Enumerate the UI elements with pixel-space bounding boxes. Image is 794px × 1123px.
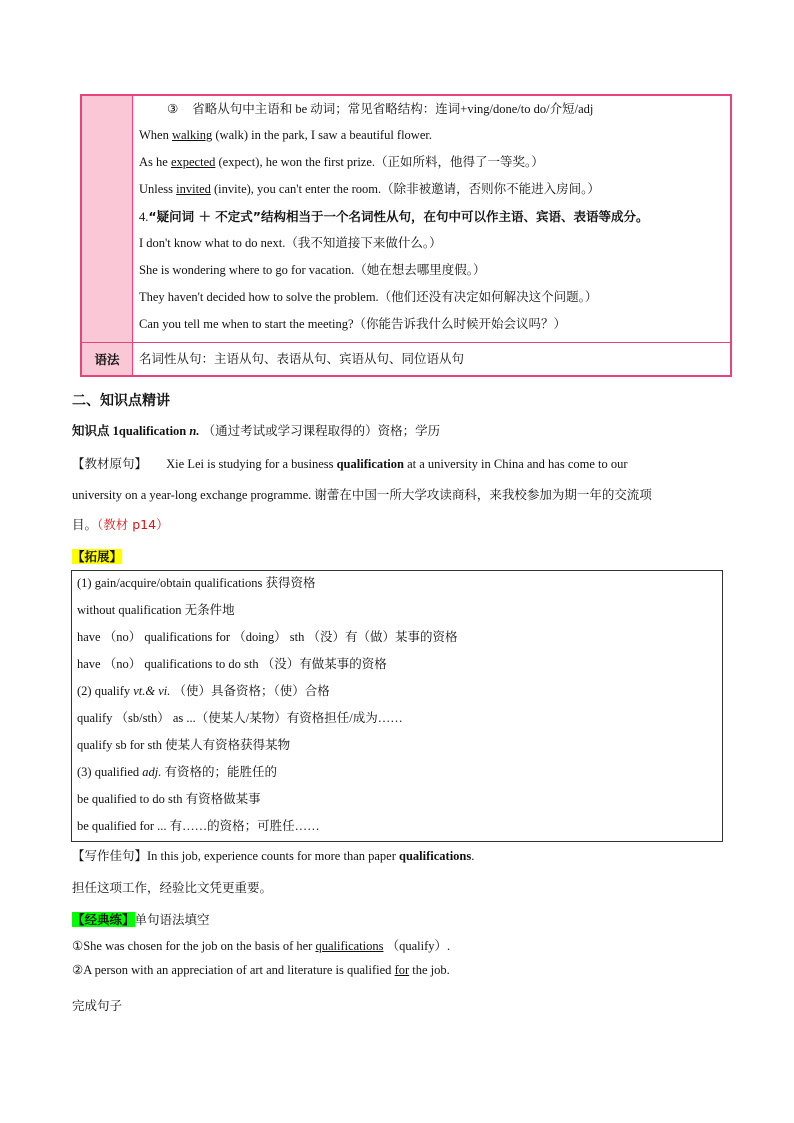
answer-blank: walking [171, 128, 213, 142]
expand-line [77, 788, 717, 815]
expand-text: (1) gain/acquire/obtain qualifications 获得资格 [77, 576, 316, 590]
q1-answer: qualifications [315, 939, 384, 953]
row-text: Can you tell me when to start the meeting?（你能告诉我什么时候开始会议吗？） [139, 317, 567, 331]
expand-box [71, 570, 723, 842]
row-text: 4. [139, 210, 149, 224]
knowledge-point-pos: n. [189, 424, 200, 438]
complete-sentence-heading: 完成句子 [72, 998, 123, 1013]
expand-tag-wrapper [72, 547, 122, 565]
row-text: They haven't decided how to solve the problem.（他们还没有决定如何解决这个问题。） [139, 290, 598, 304]
practice-tag: 【经典练】 [72, 912, 135, 927]
grammar-row [139, 257, 724, 284]
textbook-source: （教材 p14） [97, 517, 169, 532]
writing-end: . [471, 849, 475, 863]
row-text: “疑问词 ＋ 不定式”结构相当于一个名词性从句，在句中可以作主语、宾语、表语等成分。 [148, 209, 649, 224]
textbook-line3-text: 目。 [72, 517, 98, 532]
q2-end: the job. [409, 963, 450, 977]
grammar-row [139, 311, 724, 338]
grammar-row [139, 230, 724, 257]
textbook-sentence-a: Xie Lei is studying for a business [166, 457, 337, 471]
textbook-sentence-line2: university on a year-long exchange programme. 谢蕾在中国一所大学攻读商科，来我校参加为期一年的交流项 [72, 488, 652, 502]
grammar-label: 语法 [81, 343, 133, 377]
answer-blank: expected [170, 155, 216, 169]
row-text: (expect), he won the first prize.（正如所料，他得了一等奖。） [215, 155, 544, 169]
practice-title: 单句语法填空 [134, 912, 210, 927]
expand-text: qualify （sb/sth） as ...（使某人/某物）有资格担任/成为…… [77, 711, 403, 725]
expand-text: have （no） qualifications for （doing） sth （没）有（做）某事的资格 [77, 630, 458, 644]
writing-keyword: qualifications [399, 849, 472, 863]
q1-hint: （qualify）. [383, 939, 451, 953]
knowledge-point-heading [72, 421, 440, 439]
expand-text: be qualified to do sth 有资格做某事 [77, 792, 261, 806]
knowledge-point-meaning: （通过考试或学习课程取得的）资格；学历 [202, 423, 441, 438]
expand-line [77, 653, 717, 680]
expand-text: （使）具备资格；（使）合格 [170, 684, 330, 698]
expand-line [77, 680, 717, 707]
expand-line [77, 761, 717, 788]
q2-answer: for [394, 963, 410, 977]
expand-line [77, 626, 717, 653]
expand-tag: 【拓展】 [72, 549, 123, 564]
expand-text: have （no） qualifications to do sth （没）有做某事的资格 [77, 657, 387, 671]
writing-sentence: In this job, experience counts for more than paper [147, 849, 400, 863]
grammar-row [139, 122, 724, 149]
row-text: (walk) in the park, I saw a beautiful flower. [212, 128, 432, 142]
grammar-row [139, 98, 724, 122]
expand-line [77, 572, 717, 599]
grammar-row [139, 203, 724, 230]
practice-question-2 [72, 962, 450, 978]
row-text: When [139, 128, 172, 142]
row-text: I don't know what to do next.（我不知道接下来做什么。） [139, 236, 442, 250]
expand-text: be qualified for ... 有……的资格；可胜任…… [77, 819, 320, 833]
textbook-sentence-line1 [72, 454, 628, 472]
knowledge-point-label: 知识点 1qualification [72, 424, 187, 438]
grammar-row [139, 284, 724, 311]
part-of-speech: vt.& vi. [133, 684, 171, 698]
writing-translation: 担任这项工作，经验比文凭更重要。 [72, 880, 273, 895]
row-text: Unless [139, 182, 177, 196]
row-text: As he [139, 155, 171, 169]
textbook-keyword: qualification [336, 457, 404, 471]
row-text: She is wondering where to go for vacation.（她在想去哪里度假。） [139, 263, 486, 277]
expand-text: qualify sb for sth 使某人有资格获得某物 [77, 738, 291, 752]
grammar-row [139, 149, 724, 176]
expand-text: without qualification 无条件地 [77, 603, 235, 617]
textbook-sentence-b: at a university in China and has come to our [403, 457, 628, 471]
table-label-cell [81, 95, 133, 343]
circle-number: ③ [167, 101, 179, 116]
q1-text: ①She was chosen for the job on the basis of her [72, 939, 316, 953]
row-text: (invite), you can't enter the room.（除非被邀请，否则你不能进入房间。） [210, 182, 600, 196]
q2-text: ②A person with an appreciation of art and literature is qualified [72, 963, 395, 977]
expand-line [77, 599, 717, 626]
textbook-tag: 【教材原句】 [72, 456, 148, 471]
expand-line [77, 734, 717, 761]
expand-text: (2) qualify [77, 684, 134, 698]
grammar-row [139, 176, 724, 203]
grammar-table [80, 94, 732, 377]
expand-line [77, 815, 717, 842]
grammar-summary: 名词性从句：主语从句、表语从句、宾语从句、同位语从句 [133, 343, 732, 377]
answer-blank: invited [176, 182, 211, 196]
expand-text: (3) qualified [77, 765, 143, 779]
section-title: 二、知识点精讲 [72, 393, 170, 409]
writing-line [72, 846, 474, 864]
row-text: 省略从句中主语和 be 动词；常见省略结构：连词+ving/done/to do/介短/adj [192, 102, 594, 116]
writing-tag: 【写作佳句】 [72, 848, 148, 863]
expand-line [77, 707, 717, 734]
part-of-speech: adj. [142, 765, 162, 779]
practice-question-1 [72, 936, 450, 954]
practice-heading [72, 910, 210, 928]
textbook-sentence-line3 [72, 515, 169, 533]
grammar-content-cell [133, 95, 732, 343]
expand-text: 有资格的；能胜任的 [161, 765, 278, 779]
